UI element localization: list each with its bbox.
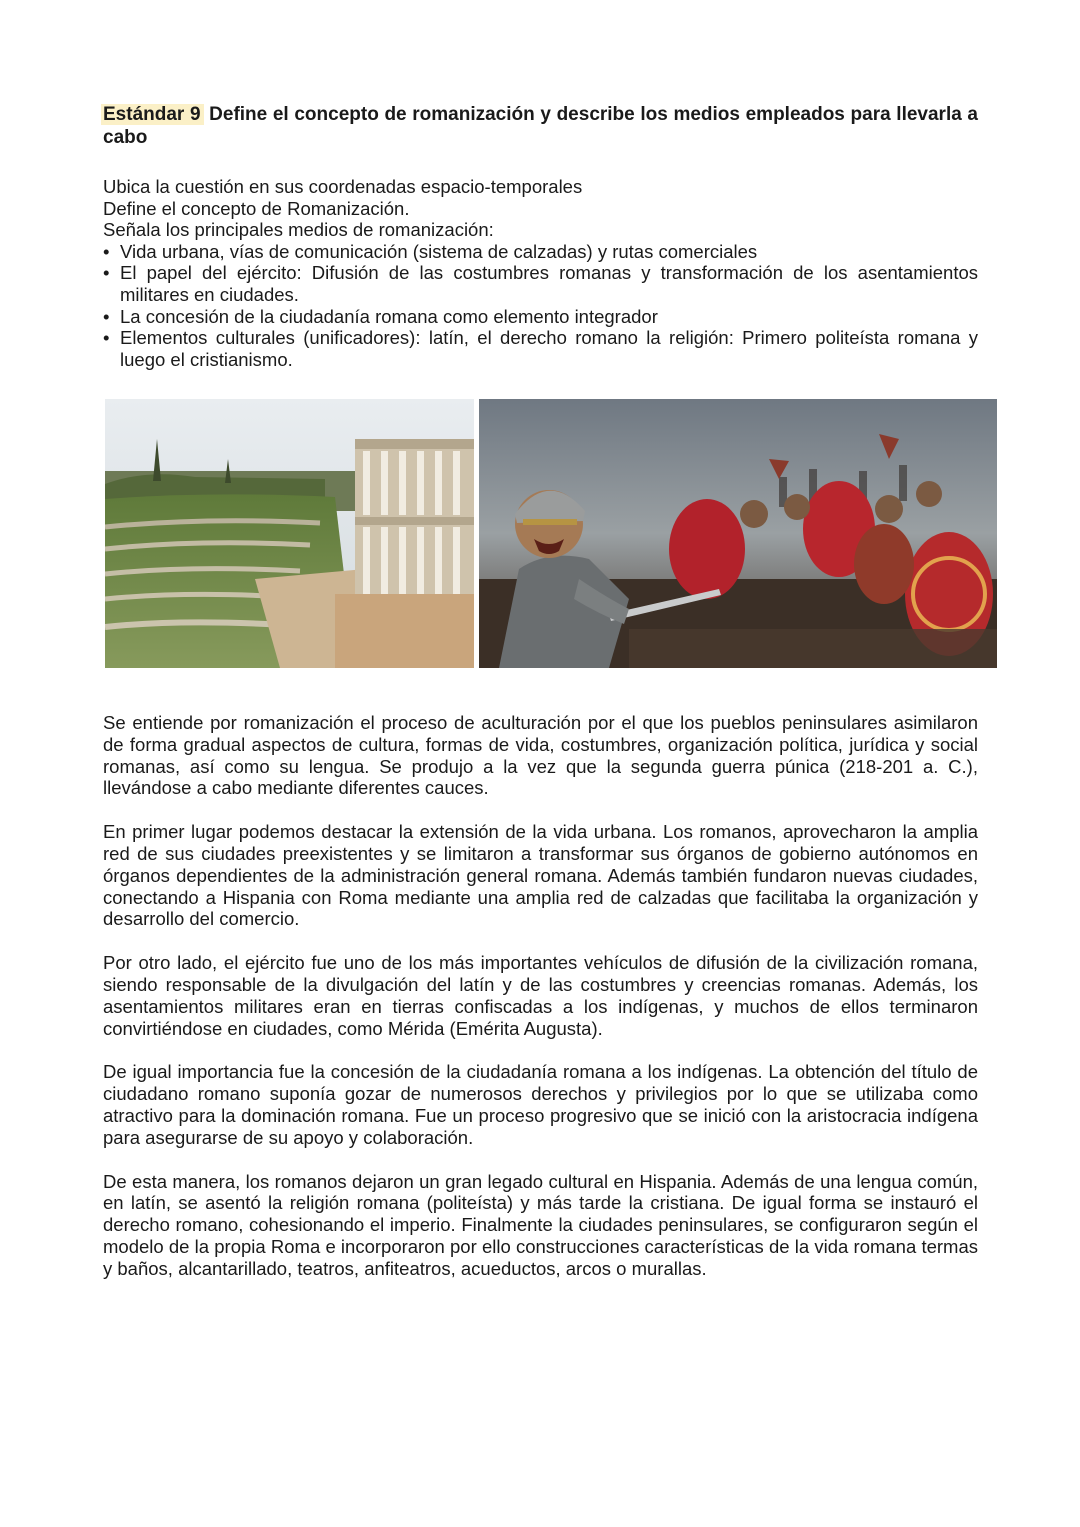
roman-battle-illustration [479, 399, 997, 668]
illustrations [105, 399, 998, 668]
list-item: • Elementos culturales (unificadores): latín, el derecho romano la religión: Primero politeísta romana y luego el cristianismo. [103, 327, 978, 370]
paragraph: En primer lugar podemos destacar la extensión de la vida urbana. Los romanos, aprovecharon la amplia red de sus ciudades preexistentes y se limitaron a transformar sus órganos de gobierno autónomos en órganos dependientes de la administración general romana. Además también fundaron nuevas ciudades, conectando a Hispania con Roma mediante una amplia red de calzadas que facilitaba la organización y desarrollo del comercio. [103, 821, 978, 930]
page-title [103, 103, 978, 149]
list-item: • La concesión de la ciudadanía romana como elemento integrador [103, 306, 978, 328]
standard-label: Estándar 9 [101, 104, 204, 125]
roman-theatre-photo [105, 399, 474, 668]
roman-battle-painting [479, 399, 997, 668]
list-item: • El papel del ejército: Difusión de las costumbres romanas y transformación de los asentamientos militares en ciudades. [103, 262, 978, 305]
roman-theatre-illustration [105, 399, 474, 668]
guide-line: Define el concepto de Romanización. [103, 197, 410, 219]
essay-body [103, 712, 978, 1302]
paragraph: De igual importancia fue la concesión de la ciudadanía romana a los indígenas. La obtención del título de ciudadano romano suponía gozar de numerosos derechos y privilegios por lo que se utilizaba como atractivo para la dominación romana. Fue un proceso progresivo que se inició con la aristocracia indígena para asegurarse de su apoyo y colaboración. [103, 1061, 978, 1148]
guide-line: Ubica la cuestión en sus coordenadas espacio-temporales [103, 176, 583, 197]
paragraph: De esta manera, los romanos dejaron un gran legado cultural en Hispania. Además de una lengua común, en latín, se asentó la religión romana (politeísta) y más tarde la cristiana. De igual forma se instauró el derecho romano, cohesionando el imperio. Finalmente la ciudades peninsulares, se configuraron según el modelo de la propia Roma e incorporaron por ello construcciones características de la vida romana termas y baños, alcantarillado, teatros, anfiteatros, acueductos, arcos o murallas. [103, 1170, 978, 1279]
paragraph: Se entiende por romanización el proceso de aculturación por el que los pueblos peninsulares asimilaron de forma gradual aspectos de cultura, formas de vida, costumbres, organización política, jurídica y social romanas, así como su lengua. Se produjo a la vez que la segunda guerra púnica (218-201 a. C.), llevándose a cabo mediante diferentes cauces. [103, 712, 978, 799]
answer-guide [103, 176, 978, 370]
means-list [103, 241, 978, 371]
list-item: • Vida urbana, vías de comunicación (sistema de calzadas) y rutas comerciales [103, 241, 978, 263]
guide-line: Señala los principales medios de romanización: [103, 219, 494, 241]
page-content [103, 103, 978, 1279]
standard-text: Define el concepto de romanización y describe los medios empleados para llevarla a cabo [103, 104, 978, 148]
paragraph: Por otro lado, el ejército fue uno de los más importantes vehículos de difusión de la civilización romana, siendo responsable de la divulgación del latín y de las costumbres y creencias romanas. Además, los asentamientos militares eran en tierras confiscadas a los indígenas, y muchos de ellos terminaron convirtiéndose en ciudades, como Mérida (Emérita Augusta). [103, 952, 978, 1039]
